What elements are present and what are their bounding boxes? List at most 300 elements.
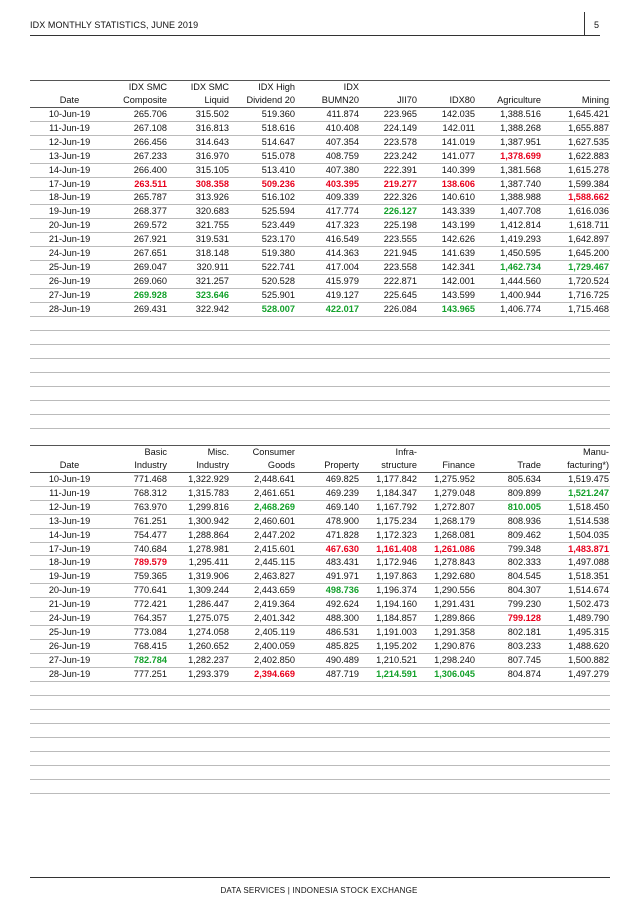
empty-cell (476, 751, 542, 765)
date-cell: 14-Jun-19 (30, 163, 110, 177)
empty-cell (296, 723, 360, 737)
empty-cell (230, 779, 296, 793)
date-cell: 10-Jun-19 (30, 473, 110, 487)
value-cell: 1,293.379 (168, 667, 230, 681)
date-cell: 17-Jun-19 (30, 177, 110, 191)
value-cell: 1,521.247 (542, 486, 610, 500)
value-cell: 1,298.240 (418, 653, 476, 667)
value-cell: 2,445.115 (230, 556, 296, 570)
value-cell: 1,197.863 (360, 570, 418, 584)
empty-cell (418, 358, 476, 372)
date-cell: 13-Jun-19 (30, 514, 110, 528)
value-cell: 1,502.473 (542, 598, 610, 612)
value-cell: 411.874 (296, 108, 360, 122)
empty-cell (30, 779, 110, 793)
empty-cell (30, 344, 110, 358)
empty-cell (230, 386, 296, 400)
empty-cell (30, 765, 110, 779)
value-cell: 1,184.347 (360, 486, 418, 500)
empty-cell (168, 751, 230, 765)
empty-cell (30, 358, 110, 372)
value-cell: 1,514.538 (542, 514, 610, 528)
column-header: Misc. (168, 446, 230, 460)
empty-cell (476, 765, 542, 779)
value-cell: 1,400.944 (476, 288, 542, 302)
value-cell: 1,172.323 (360, 528, 418, 542)
page-number: 5 (594, 20, 600, 30)
value-cell: 2,400.059 (230, 639, 296, 653)
empty-cell (360, 372, 418, 386)
date-cell: 27-Jun-19 (30, 653, 110, 667)
value-cell: 761.251 (110, 514, 168, 528)
empty-cell (542, 681, 610, 695)
value-cell: 770.641 (110, 584, 168, 598)
value-cell: 409.339 (296, 191, 360, 205)
table-row (30, 584, 610, 598)
value-cell: 143.199 (418, 219, 476, 233)
value-cell: 799.128 (476, 612, 542, 626)
value-cell: 810.005 (476, 500, 542, 514)
header-row (30, 94, 610, 108)
value-cell: 2,463.827 (230, 570, 296, 584)
value-cell: 1,616.036 (542, 205, 610, 219)
value-cell: 772.421 (110, 598, 168, 612)
value-cell: 471.828 (296, 528, 360, 542)
table-row (30, 514, 610, 528)
table-row (30, 177, 610, 191)
value-cell: 222.391 (360, 163, 418, 177)
table-row (30, 163, 610, 177)
empty-row (30, 414, 610, 428)
empty-row (30, 372, 610, 386)
value-cell: 1,388.988 (476, 191, 542, 205)
date-cell: 24-Jun-19 (30, 612, 110, 626)
empty-cell (542, 344, 610, 358)
value-cell: 491.971 (296, 570, 360, 584)
value-cell: 804.307 (476, 584, 542, 598)
empty-cell (296, 751, 360, 765)
value-cell: 143.599 (418, 288, 476, 302)
value-cell: 267.108 (110, 121, 168, 135)
value-cell: 1,444.560 (476, 274, 542, 288)
value-cell: 1,627.535 (542, 135, 610, 149)
value-cell: 1,196.374 (360, 584, 418, 598)
value-cell: 1,291.431 (418, 598, 476, 612)
value-cell: 142.341 (418, 260, 476, 274)
value-cell: 1,299.816 (168, 500, 230, 514)
empty-cell (296, 358, 360, 372)
value-cell: 1,161.408 (360, 542, 418, 556)
value-cell: 768.312 (110, 486, 168, 500)
empty-cell (168, 344, 230, 358)
column-header: IDX (296, 81, 360, 95)
empty-cell (168, 737, 230, 751)
value-cell: 422.017 (296, 302, 360, 316)
empty-cell (110, 765, 168, 779)
empty-cell (360, 723, 418, 737)
value-cell: 1,518.351 (542, 570, 610, 584)
date-cell: 28-Jun-19 (30, 667, 110, 681)
empty-cell (542, 386, 610, 400)
value-cell: 268.377 (110, 205, 168, 219)
empty-cell (110, 681, 168, 695)
value-cell: 316.970 (168, 149, 230, 163)
value-cell: 802.181 (476, 625, 542, 639)
empty-cell (296, 372, 360, 386)
empty-cell (476, 316, 542, 330)
value-cell: 1,260.652 (168, 639, 230, 653)
table-row (30, 233, 610, 247)
value-cell: 321.755 (168, 219, 230, 233)
date-cell: 11-Jun-19 (30, 486, 110, 500)
value-cell: 805.634 (476, 473, 542, 487)
value-cell: 1,618.711 (542, 219, 610, 233)
value-cell: 266.456 (110, 135, 168, 149)
value-cell: 1,290.876 (418, 639, 476, 653)
value-cell: 1,388.268 (476, 121, 542, 135)
value-cell: 803.233 (476, 639, 542, 653)
empty-cell (230, 330, 296, 344)
value-cell: 516.102 (230, 191, 296, 205)
empty-cell (476, 779, 542, 793)
empty-cell (230, 681, 296, 695)
value-cell: 1,588.662 (542, 191, 610, 205)
value-cell: 1,278.981 (168, 542, 230, 556)
empty-cell (30, 400, 110, 414)
value-cell: 2,461.651 (230, 486, 296, 500)
empty-cell (230, 344, 296, 358)
empty-cell (542, 751, 610, 765)
column-header (30, 446, 110, 460)
value-cell: 1,272.807 (418, 500, 476, 514)
empty-row (30, 358, 610, 372)
value-cell: 140.399 (418, 163, 476, 177)
value-cell: 1,261.086 (418, 542, 476, 556)
empty-cell (418, 344, 476, 358)
value-cell: 2,443.659 (230, 584, 296, 598)
column-header: Liquid (168, 94, 230, 108)
column-header: Dividend 20 (230, 94, 296, 108)
value-cell: 269.431 (110, 302, 168, 316)
table-row (30, 625, 610, 639)
value-cell: 1,500.882 (542, 653, 610, 667)
value-cell: 1,504.035 (542, 528, 610, 542)
column-header: structure (360, 459, 418, 473)
value-cell: 520.528 (230, 274, 296, 288)
date-cell: 18-Jun-19 (30, 556, 110, 570)
value-cell: 1,315.783 (168, 486, 230, 500)
empty-cell (542, 316, 610, 330)
empty-row (30, 330, 610, 344)
empty-cell (542, 330, 610, 344)
date-cell: 18-Jun-19 (30, 191, 110, 205)
value-cell: 1,645.200 (542, 247, 610, 261)
table-row (30, 542, 610, 556)
empty-cell (360, 709, 418, 723)
value-cell: 1,268.081 (418, 528, 476, 542)
empty-cell (296, 414, 360, 428)
table-row (30, 191, 610, 205)
value-cell: 414.363 (296, 247, 360, 261)
value-cell: 223.578 (360, 135, 418, 149)
value-cell: 265.706 (110, 108, 168, 122)
date-cell: 19-Jun-19 (30, 570, 110, 584)
value-cell: 759.365 (110, 570, 168, 584)
value-cell: 1,292.680 (418, 570, 476, 584)
empty-cell (418, 316, 476, 330)
index-table-2 (30, 445, 610, 794)
empty-cell (542, 695, 610, 709)
empty-cell (230, 358, 296, 372)
date-cell: 27-Jun-19 (30, 288, 110, 302)
value-cell: 1,286.447 (168, 598, 230, 612)
empty-cell (296, 737, 360, 751)
table-row (30, 639, 610, 653)
table-row (30, 486, 610, 500)
value-cell: 320.911 (168, 260, 230, 274)
value-cell: 1,655.887 (542, 121, 610, 135)
value-cell: 487.719 (296, 667, 360, 681)
empty-cell (476, 386, 542, 400)
empty-cell (296, 386, 360, 400)
table-row (30, 556, 610, 570)
value-cell: 2,460.601 (230, 514, 296, 528)
value-cell: 808.936 (476, 514, 542, 528)
value-cell: 1,450.595 (476, 247, 542, 261)
empty-cell (476, 372, 542, 386)
empty-cell (476, 414, 542, 428)
header-row (30, 446, 610, 460)
value-cell: 492.624 (296, 598, 360, 612)
empty-cell (110, 372, 168, 386)
value-cell: 1,519.475 (542, 473, 610, 487)
empty-cell (168, 695, 230, 709)
value-cell: 1,488.620 (542, 639, 610, 653)
date-cell: 12-Jun-19 (30, 500, 110, 514)
value-cell: 1,622.883 (542, 149, 610, 163)
empty-cell (360, 386, 418, 400)
empty-row (30, 400, 610, 414)
table-row (30, 274, 610, 288)
value-cell: 2,394.669 (230, 667, 296, 681)
column-header: Date (30, 94, 110, 108)
value-cell: 1,388.516 (476, 108, 542, 122)
empty-cell (360, 751, 418, 765)
value-cell: 1,489.790 (542, 612, 610, 626)
value-cell: 519.360 (230, 108, 296, 122)
value-cell: 799.348 (476, 542, 542, 556)
value-cell: 2,415.601 (230, 542, 296, 556)
value-cell: 1,282.237 (168, 653, 230, 667)
empty-cell (168, 330, 230, 344)
table-row (30, 612, 610, 626)
empty-cell (110, 400, 168, 414)
value-cell: 469.825 (296, 473, 360, 487)
value-cell: 1,195.202 (360, 639, 418, 653)
table-row (30, 302, 610, 316)
value-cell: 782.784 (110, 653, 168, 667)
column-header: Trade (476, 459, 542, 473)
value-cell: 490.489 (296, 653, 360, 667)
empty-cell (296, 779, 360, 793)
empty-cell (110, 709, 168, 723)
value-cell: 267.921 (110, 233, 168, 247)
empty-cell (418, 779, 476, 793)
value-cell: 417.004 (296, 260, 360, 274)
empty-cell (296, 344, 360, 358)
empty-row (30, 695, 610, 709)
value-cell: 142.626 (418, 233, 476, 247)
value-cell: 488.300 (296, 612, 360, 626)
value-cell: 318.148 (168, 247, 230, 261)
value-cell: 321.257 (168, 274, 230, 288)
empty-cell (110, 695, 168, 709)
value-cell: 142.011 (418, 121, 476, 135)
empty-cell (230, 709, 296, 723)
empty-cell (230, 751, 296, 765)
empty-cell (296, 330, 360, 344)
table-row (30, 219, 610, 233)
value-cell: 525.594 (230, 205, 296, 219)
table-row (30, 473, 610, 487)
empty-cell (168, 400, 230, 414)
value-cell: 1,599.384 (542, 177, 610, 191)
column-header (30, 81, 110, 95)
empty-cell (230, 400, 296, 414)
value-cell: 1,300.942 (168, 514, 230, 528)
column-header: Mining (542, 94, 610, 108)
column-header: Industry (168, 459, 230, 473)
empty-cell (542, 358, 610, 372)
value-cell: 143.965 (418, 302, 476, 316)
table-row (30, 528, 610, 542)
value-cell: 267.651 (110, 247, 168, 261)
value-cell: 2,448.641 (230, 473, 296, 487)
value-cell: 142.035 (418, 108, 476, 122)
date-cell: 11-Jun-19 (30, 121, 110, 135)
empty-cell (542, 372, 610, 386)
empty-cell (360, 316, 418, 330)
value-cell: 141.019 (418, 135, 476, 149)
value-cell: 1,378.699 (476, 149, 542, 163)
value-cell: 777.251 (110, 667, 168, 681)
empty-cell (418, 386, 476, 400)
value-cell: 225.645 (360, 288, 418, 302)
table-row (30, 598, 610, 612)
value-cell: 315.105 (168, 163, 230, 177)
value-cell: 2,468.269 (230, 500, 296, 514)
value-cell: 754.477 (110, 528, 168, 542)
empty-cell (418, 737, 476, 751)
value-cell: 1,387.951 (476, 135, 542, 149)
value-cell: 223.555 (360, 233, 418, 247)
empty-cell (542, 723, 610, 737)
value-cell: 415.979 (296, 274, 360, 288)
empty-cell (110, 751, 168, 765)
value-cell: 2,401.342 (230, 612, 296, 626)
column-header (418, 81, 476, 95)
value-cell: 410.408 (296, 121, 360, 135)
empty-cell (360, 400, 418, 414)
value-cell: 1,309.244 (168, 584, 230, 598)
value-cell: 265.787 (110, 191, 168, 205)
value-cell: 1,645.421 (542, 108, 610, 122)
date-cell: 17-Jun-19 (30, 542, 110, 556)
footer-divider (30, 877, 610, 878)
value-cell: 320.683 (168, 205, 230, 219)
value-cell: 1,306.045 (418, 667, 476, 681)
value-cell: 1,288.864 (168, 528, 230, 542)
table-row (30, 108, 610, 122)
value-cell: 1,268.179 (418, 514, 476, 528)
empty-row (30, 737, 610, 751)
value-cell: 143.339 (418, 205, 476, 219)
date-cell: 24-Jun-19 (30, 247, 110, 261)
empty-cell (168, 414, 230, 428)
empty-cell (418, 681, 476, 695)
empty-cell (110, 344, 168, 358)
value-cell: 469.140 (296, 500, 360, 514)
empty-cell (542, 400, 610, 414)
value-cell: 407.354 (296, 135, 360, 149)
value-cell: 269.047 (110, 260, 168, 274)
value-cell: 802.333 (476, 556, 542, 570)
table-row (30, 570, 610, 584)
page-header-title: IDX MONTHLY STATISTICS, JUNE 2019 (30, 20, 199, 30)
column-header: IDX80 (418, 94, 476, 108)
value-cell: 518.616 (230, 121, 296, 135)
empty-cell (360, 344, 418, 358)
value-cell: 222.871 (360, 274, 418, 288)
empty-row (30, 709, 610, 723)
empty-cell (230, 737, 296, 751)
column-header (542, 81, 610, 95)
date-cell: 13-Jun-19 (30, 149, 110, 163)
value-cell: 1,518.450 (542, 500, 610, 514)
table-row (30, 500, 610, 514)
empty-row (30, 681, 610, 695)
empty-row (30, 723, 610, 737)
empty-cell (476, 709, 542, 723)
value-cell: 1,642.897 (542, 233, 610, 247)
value-cell: 416.549 (296, 233, 360, 247)
empty-cell (30, 723, 110, 737)
column-header: Consumer (230, 446, 296, 460)
column-header: Property (296, 459, 360, 473)
empty-cell (360, 414, 418, 428)
value-cell: 226.127 (360, 205, 418, 219)
date-cell: 25-Jun-19 (30, 625, 110, 639)
value-cell: 528.007 (230, 302, 296, 316)
value-cell: 509.236 (230, 177, 296, 191)
value-cell: 2,402.850 (230, 653, 296, 667)
empty-cell (30, 316, 110, 330)
column-header: Industry (110, 459, 168, 473)
value-cell: 222.326 (360, 191, 418, 205)
value-cell: 1,172.946 (360, 556, 418, 570)
value-cell: 315.502 (168, 108, 230, 122)
empty-row (30, 344, 610, 358)
empty-cell (30, 695, 110, 709)
empty-cell (418, 372, 476, 386)
empty-cell (542, 765, 610, 779)
empty-cell (476, 681, 542, 695)
value-cell: 807.745 (476, 653, 542, 667)
value-cell: 140.610 (418, 191, 476, 205)
value-cell: 323.646 (168, 288, 230, 302)
empty-cell (542, 709, 610, 723)
column-header (476, 81, 542, 95)
